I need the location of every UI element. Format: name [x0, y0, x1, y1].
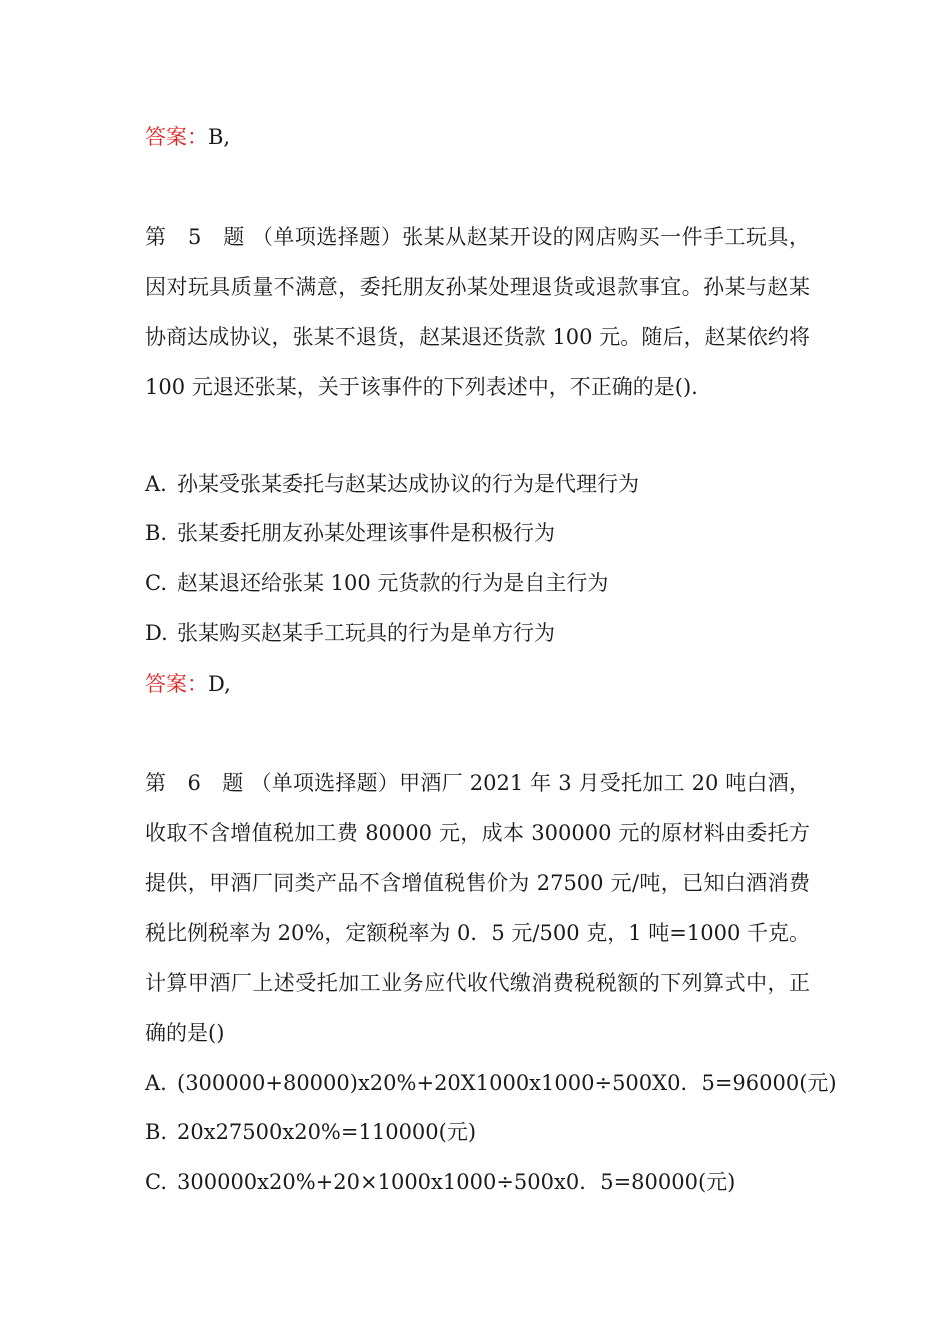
- option-letter: D.: [145, 621, 168, 645]
- q6-option-b: [145, 1117, 476, 1147]
- option-text: (300000+80000)x20%+20X1000x1000÷500X0．5=96000(元): [177, 1071, 837, 1095]
- option-text: 赵某退还给张某 100 元货款的行为是自主行为: [177, 571, 609, 595]
- option-letter: A.: [145, 472, 167, 496]
- question-5-text: 第 5 题 （单项选择题）张某从赵某开设的网店购买一件手工玩具，因对玩具质量不满意，委托朋友孙某处理退货或退款事宜。孙某与赵某协商达成协议，张某不退货，赵某退还货款 100 元。随后，赵某依约将 100 元退还张某，关于该事件的下列表述中，不正确的是().: [145, 225, 810, 399]
- option-letter: C.: [145, 571, 167, 595]
- answer-value: B,: [208, 125, 231, 149]
- answer-label: 答案：: [145, 125, 208, 149]
- answer-line-q4: [145, 122, 230, 152]
- option-letter: B.: [145, 1120, 168, 1144]
- option-letter: A.: [145, 1071, 167, 1095]
- answer-line-q5: [145, 669, 231, 699]
- q5-option-a: [145, 469, 639, 499]
- option-text: 张某购买赵某手工玩具的行为是单方行为: [177, 621, 555, 645]
- option-text: 20x27500x20%=110000(元): [177, 1120, 477, 1144]
- q5-option-d: [145, 618, 555, 648]
- answer-value: D,: [208, 672, 231, 696]
- option-text: 300000x20%+20×1000x1000÷500x0．5=80000(元): [177, 1170, 736, 1194]
- option-letter: C.: [145, 1170, 167, 1194]
- option-text: 张某委托朋友孙某处理该事件是积极行为: [177, 521, 555, 545]
- q5-option-b: [145, 518, 555, 548]
- option-letter: B.: [145, 521, 168, 545]
- q6-option-a: [145, 1068, 837, 1098]
- option-text: 孙某受张某委托与赵某达成协议的行为是代理行为: [177, 472, 639, 496]
- answer-label: 答案：: [145, 672, 208, 696]
- q5-option-c: [145, 568, 608, 598]
- question-6-text: 第 6 题 （单项选择题）甲酒厂 2021 年 3 月受托加工 20 吨白酒，收取不含增值税加工费 80000 元，成本 300000 元的原材料由委托方提供，甲酒厂同类产品不含增值税售价为 27500 元/吨，已知白酒消费税比例税率为 20%，定额税率为 0．5 元/500 克，1 吨=1000 千克。计算甲酒厂上述受托加工业务应代收代缴消费税税额的下列算式中，正确的是(): [145, 771, 811, 1045]
- q6-option-c: [145, 1167, 735, 1197]
